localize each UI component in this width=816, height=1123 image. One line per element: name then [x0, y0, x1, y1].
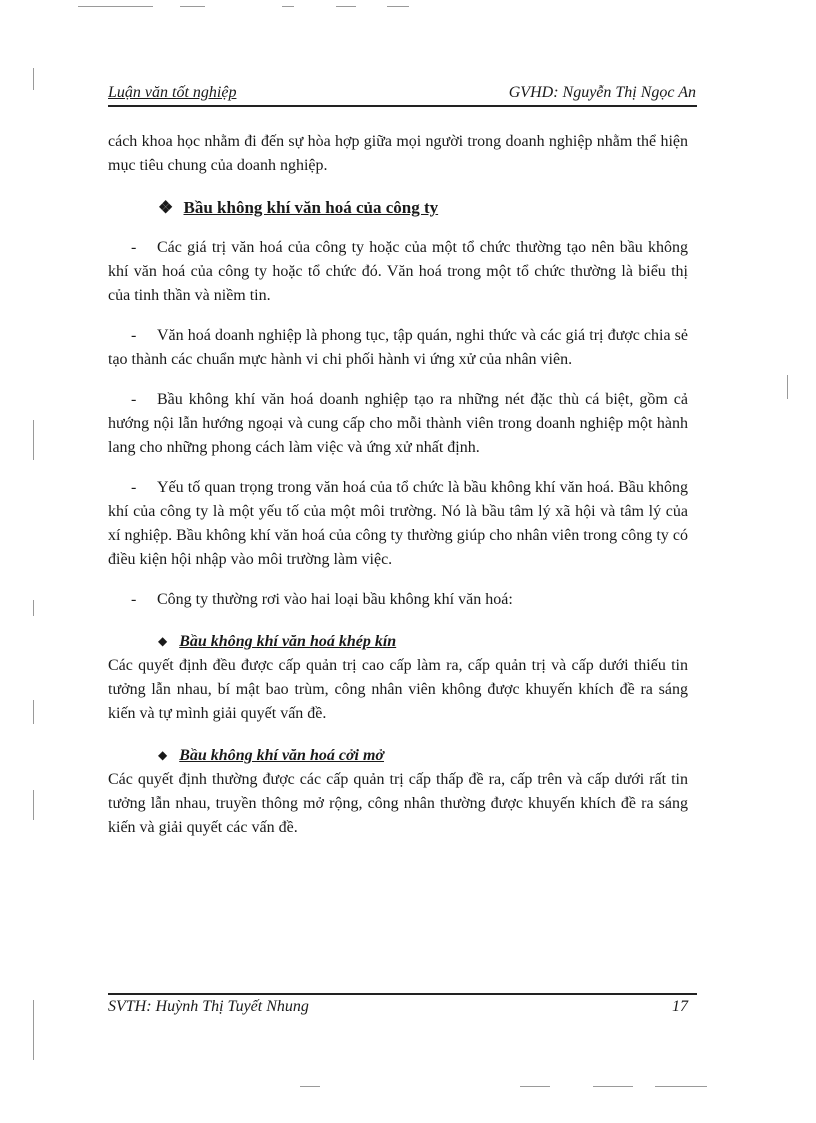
list-item: [108, 588, 688, 612]
list-item-text: Công ty thường rơi vào hai loại bầu không khí văn hoá:: [157, 591, 513, 608]
list-item: [108, 476, 688, 572]
page-body: [108, 130, 688, 840]
section-heading-text: Bầu không khí văn hoá của công ty: [183, 198, 439, 217]
scan-artifact: [282, 6, 294, 7]
scan-artifact: [387, 6, 409, 7]
scan-artifact: [33, 68, 34, 90]
subsection-text-open: Các quyết định thường được các cấp quản trị cấp thấp đề ra, cấp trên và cấp dưới rất tin tưởng lẫn nhau, truyền thông mở rộng, công nhân thường được khuyến khích đề ra sáng kiến và giải quyết các vấn đề.: [108, 771, 688, 836]
subsection-text-closed: Các quyết định đều được cấp quản trị cao cấp làm ra, cấp quản trị và cấp dưới thiếu tin tưởng lẫn nhau, bí mật bao trùm, công nhân viên không được khuyến khích đề ra sáng kiến và tự mình giải quyết vấn đề.: [108, 657, 688, 722]
page-footer: [108, 998, 688, 1020]
list-item-text: Yếu tố quan trọng trong văn hoá của tổ chức là bầu không khí văn hoá. Bầu không khí của công ty là một yếu tố của một môi trường. Nó là bầu tâm lý xã hội và tâm lý của xí nghiệp. Bầu không khí văn hoá của công ty thường giúp cho nhân viên trong công ty có điều kiện hội nhập vào môi trường làm việc.: [108, 479, 688, 568]
list-item: [108, 388, 688, 460]
list-item-text: Bầu không khí văn hoá doanh nghiệp tạo ra những nét đặc thù cá biệt, gồm cả hướng nội lẫn hướng ngoại và cung cấp cho mỗi thành viên trong doanh nghiệp một hành lang cho những phong cách làm việc và ứng xử nhất định.: [108, 391, 688, 456]
header-rule: [108, 105, 697, 107]
scan-artifact: [33, 600, 34, 616]
page-number: 17: [672, 998, 688, 1015]
subsection-heading-open: [108, 743, 688, 768]
scan-artifact: [336, 6, 356, 7]
footer-rule: [108, 993, 697, 995]
scan-artifact: [33, 1000, 34, 1060]
header-advisor: GVHD: Nguyễn Thị Ngọc An: [508, 84, 696, 101]
scan-artifact: [593, 1086, 633, 1087]
list-item-text: Các giá trị văn hoá của công ty hoặc của một tổ chức thường tạo nên bầu không khí văn hoá của công ty hoặc tổ chức đó. Văn hoá trong một tổ chức thường là biểu thị của tinh thần và niềm tin.: [108, 239, 688, 304]
diamond-bullet-icon: ◆: [158, 748, 168, 762]
dash-marker: -: [131, 591, 137, 608]
dash-marker: -: [131, 327, 137, 344]
scan-artifact: [78, 6, 153, 7]
scan-artifact: [300, 1086, 320, 1087]
dash-marker: -: [131, 239, 137, 256]
section-heading: [108, 196, 688, 220]
subsection-title: Bầu không khí văn hoá khép kín: [179, 633, 397, 650]
dash-marker: -: [131, 391, 137, 408]
header-thesis-label: Luận văn tốt nghiệp: [108, 84, 237, 101]
page-header: [108, 84, 696, 106]
footer-student-name: SVTH: Huỳnh Thị Tuyết Nhung: [108, 998, 309, 1015]
dash-marker: -: [131, 479, 137, 496]
list-item: [108, 236, 688, 308]
diamond-bullet-icon: ◆: [158, 634, 168, 648]
list-item-text: Văn hoá doanh nghiệp là phong tục, tập quán, nghi thức và các giá trị được chia sẻ tạo thành các chuẩn mực hành vi chi phối hành vi ứng xử của nhân viên.: [108, 327, 688, 368]
intro-paragraph: cách khoa học nhằm đi đến sự hòa hợp giữa mọi người trong doanh nghiệp nhằm thể hiện mục tiêu chung của doanh nghiệp.: [108, 133, 688, 174]
subsection-title: Bầu không khí văn hoá cởi mở: [179, 747, 385, 764]
scan-artifact: [520, 1086, 550, 1087]
scan-artifact: [655, 1086, 707, 1087]
scan-artifact: [787, 375, 788, 399]
scan-artifact: [180, 6, 205, 7]
scan-artifact: [33, 420, 34, 460]
scan-artifact: [33, 700, 34, 724]
list-item: [108, 324, 688, 372]
heading-bullet-icon: ❖: [158, 198, 174, 217]
subsection-heading-closed: [108, 629, 688, 654]
scan-artifact: [33, 790, 34, 820]
